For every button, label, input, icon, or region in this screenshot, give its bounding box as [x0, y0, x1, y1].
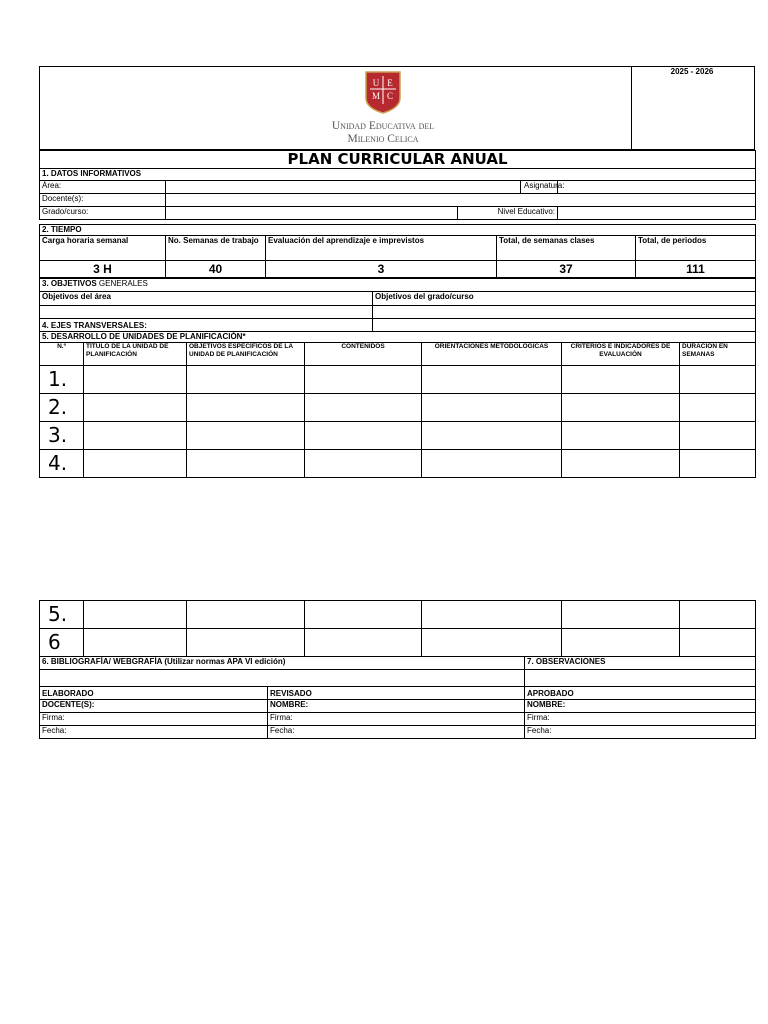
unidades-heading: 5. DESARROLLO DE UNIDADES DE PLANIFICACIÓN* [40, 332, 756, 343]
table-cell[interactable] [187, 422, 305, 450]
table-cell[interactable] [562, 629, 680, 657]
aprobado-firma-label[interactable]: Firma: [525, 713, 756, 726]
bibliografia-field[interactable] [40, 670, 525, 687]
table-cell[interactable] [680, 394, 756, 422]
table-cell[interactable] [422, 450, 562, 478]
table-cell[interactable] [680, 422, 756, 450]
unidades-col-contenidos: CONTENIDOS [305, 343, 422, 366]
unidad-number: 2. [40, 394, 84, 422]
aprobado-nombre-label[interactable]: NOMBRE: [525, 700, 756, 713]
elaborado-fecha-label[interactable]: Fecha: [40, 726, 268, 739]
institution-name-line2: Milenio Celica [347, 133, 419, 145]
tiempo-header-carga: Carga horaria semanal [40, 236, 166, 261]
institution-name-line1: Unidad Educativa del [331, 120, 435, 132]
unidad-number: 4. [40, 450, 84, 478]
table-row [40, 629, 756, 657]
table-cell[interactable] [305, 366, 422, 394]
unidad-number: 6 [40, 629, 84, 657]
table-cell[interactable] [562, 601, 680, 629]
elaborado-firma-label[interactable]: Firma: [40, 713, 268, 726]
tiempo-value-total-semanas[interactable]: 37 [497, 261, 636, 278]
revisado-nombre-label[interactable]: NOMBRE: [268, 700, 525, 713]
table-cell[interactable] [422, 629, 562, 657]
objetivos-table [39, 278, 756, 332]
aprobado-fecha-label[interactable]: Fecha: [525, 726, 756, 739]
datos-table [39, 150, 756, 220]
tiempo-value-total-periodos[interactable]: 111 [636, 261, 756, 278]
table-cell[interactable] [84, 601, 187, 629]
asignatura-label: Asignatura: [521, 181, 558, 194]
table-cell[interactable] [84, 422, 187, 450]
table-cell[interactable] [422, 394, 562, 422]
grado-label: Grado/curso: [40, 207, 166, 220]
table-cell[interactable] [187, 394, 305, 422]
table-cell[interactable] [422, 366, 562, 394]
unidades-col-numero: N.º [40, 343, 84, 366]
table-cell[interactable] [562, 450, 680, 478]
table-cell[interactable] [422, 601, 562, 629]
logo-letter-e: E [387, 78, 393, 88]
table-row [40, 394, 756, 422]
table-cell[interactable] [84, 629, 187, 657]
unidades-col-criterios: CRITERIOS E INDICADORES DE EVALUACIÓN [562, 343, 680, 366]
school-logo [364, 70, 402, 114]
logo-letter-m: M [371, 91, 381, 101]
revisado-fecha-label[interactable]: Fecha: [268, 726, 525, 739]
table-cell[interactable] [305, 601, 422, 629]
tiempo-table [39, 224, 756, 278]
revisado-firma-label[interactable]: Firma: [268, 713, 525, 726]
tiempo-heading: 2. TIEMPO [40, 225, 756, 236]
tiempo-header-semanas: No. Semanas de trabajo [166, 236, 266, 261]
observaciones-heading: 7. OBSERVACIONES [525, 657, 756, 670]
elaborado-label: ELABORADO [40, 687, 268, 700]
bibliografia-table [39, 656, 756, 739]
unidades-col-duracion: DURACIÓN EN SEMANAS [680, 343, 756, 366]
observaciones-field[interactable] [525, 670, 756, 687]
docentes-label: Docente(s): [40, 194, 166, 207]
unidad-number: 3. [40, 422, 84, 450]
objetivos-grado-field[interactable] [373, 306, 756, 319]
nivel-field[interactable] [558, 207, 756, 220]
table-row [40, 450, 756, 478]
table-cell[interactable] [562, 394, 680, 422]
table-cell[interactable] [562, 422, 680, 450]
table-cell[interactable] [187, 629, 305, 657]
table-cell[interactable] [305, 629, 422, 657]
objetivos-heading [40, 279, 756, 292]
ejes-field[interactable] [373, 319, 756, 332]
logo-letter-u: U [372, 78, 380, 88]
table-row [40, 422, 756, 450]
objetivos-area-field[interactable] [40, 306, 373, 319]
page-title: PLAN CURRICULAR ANUAL [40, 151, 756, 169]
tiempo-header-total-periodos: Total, de periodos [636, 236, 756, 261]
aprobado-label: APROBADO [525, 687, 756, 700]
asignatura-field[interactable] [558, 181, 756, 194]
school-year: 2025 - 2026 [670, 67, 714, 76]
unidad-number: 5. [40, 601, 84, 629]
table-cell[interactable] [680, 450, 756, 478]
bibliografia-heading: 6. BIBLIOGRAFÍA/ WEBGRAFÍA (Utilizar normas APA VI edición) [40, 657, 525, 670]
table-cell[interactable] [680, 629, 756, 657]
logo-letter-c: C [386, 91, 394, 101]
tiempo-value-carga[interactable]: 3 H [40, 261, 166, 278]
tiempo-value-semanas[interactable]: 40 [166, 261, 266, 278]
table-row [40, 601, 756, 629]
table-cell[interactable] [84, 450, 187, 478]
table-cell[interactable] [680, 601, 756, 629]
ejes-heading: 4. EJES TRANSVERSALES: [40, 319, 373, 332]
objetivos-area-label: Objetivos del área [40, 292, 373, 306]
docentes-field[interactable] [166, 194, 756, 207]
unidades-col-objetivos: OBJETIVOS ESPECÍFICOS DE LA UNIDAD DE PLANIFICACIÓN [187, 343, 305, 366]
table-cell[interactable] [84, 394, 187, 422]
datos-heading: 1. DATOS INFORMATIVOS [40, 169, 756, 181]
table-cell[interactable] [562, 366, 680, 394]
unidades-table [39, 331, 756, 478]
year-divider [631, 66, 632, 150]
unidad-number: 1. [40, 366, 84, 394]
objetivos-grado-label: Objetivos del grado/curso [373, 292, 756, 306]
unidades-table-continued [39, 600, 756, 657]
tiempo-header-total-semanas: Total, de semanas clases [497, 236, 636, 261]
revisado-label: REVISADO [268, 687, 525, 700]
objetivos-heading-bold: 3. OBJETIVOS [42, 279, 97, 288]
table-cell[interactable] [680, 366, 756, 394]
unidades-col-titulo: TÍTULO DE LA UNIDAD DE PLANIFICACIÓN [84, 343, 187, 366]
table-cell[interactable] [187, 450, 305, 478]
table-cell[interactable] [84, 366, 187, 394]
area-label: Área: [40, 181, 166, 194]
table-row [40, 366, 756, 394]
docentes-firma-label[interactable]: DOCENTE(S): [40, 700, 268, 713]
area-field[interactable] [166, 181, 521, 194]
table-cell[interactable] [305, 394, 422, 422]
table-cell[interactable] [187, 601, 305, 629]
tiempo-value-evaluacion[interactable]: 3 [266, 261, 497, 278]
tiempo-header-evaluacion: Evaluación del aprendizaje e imprevistos [266, 236, 497, 261]
table-cell[interactable] [187, 366, 305, 394]
table-cell[interactable] [305, 450, 422, 478]
unidades-col-orientaciones: ORIENTACIONES METODOLÓGICAS [422, 343, 562, 366]
objetivos-heading-rest: GENERALES [96, 279, 148, 288]
nivel-label: Nivel Educativo: [458, 207, 558, 220]
grado-field[interactable] [166, 207, 458, 220]
table-cell[interactable] [422, 422, 562, 450]
table-cell[interactable] [305, 422, 422, 450]
